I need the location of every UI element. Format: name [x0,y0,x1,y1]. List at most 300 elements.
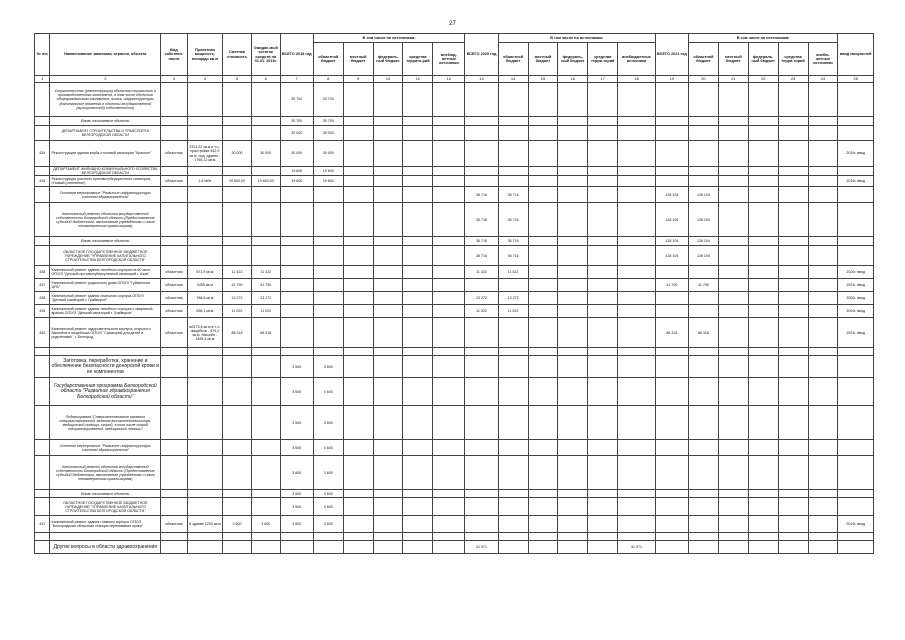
row-number [35,203,50,237]
column-number: 18 [618,76,656,83]
cell-col-5 [223,378,252,406]
cell-col-8 [313,318,343,348]
cell-col-8 [313,305,343,318]
cell-col-25 [838,83,874,117]
cell-col-18 [618,498,656,516]
cell-col-13 [465,167,498,176]
cell-col-9 [343,117,373,126]
cell-col-17 [588,203,618,237]
cell-col-15 [528,167,558,176]
cell-col-9 [343,318,373,348]
cell-col-20: 86 318 [689,318,719,348]
cell-col-11 [403,490,433,498]
cell-col-23 [778,237,808,246]
cell-col-3 [161,498,188,516]
cell-col-11 [403,167,433,176]
cell-col-12 [433,440,465,456]
cell-col-9 [343,456,373,490]
cell-col-15 [528,237,558,246]
cell-col-13 [465,456,498,490]
cell-col-21 [718,292,748,305]
cell-col-11 [403,203,433,237]
cell-col-6 [251,117,280,126]
cell-col-12 [433,533,465,541]
cell-col-3: областная [161,292,188,305]
cell-col-19: 128 104 [655,203,688,237]
cell-col-17 [588,246,618,266]
cell-col-4: 1,6 МВт [187,176,222,187]
cell-col-4 [187,187,222,203]
cell-col-25 [838,246,874,266]
cell-col-10 [373,126,403,141]
cell-col-17 [588,141,618,167]
cell-col-15 [528,356,558,378]
cell-col-24 [808,292,838,305]
cell-col-18 [618,378,656,406]
row-number [35,378,50,406]
row-name: Капитальный ремонт здания лечебного корпуса с квартиной-врачом ОГБУЗ "Детский санаторий г. Грайворон" [50,305,161,318]
cell-col-22 [748,498,778,516]
cell-col-9 [343,356,373,378]
cell-col-10 [373,533,403,541]
cell-col-16 [558,83,588,117]
cell-col-8 [313,533,343,541]
cell-col-16 [558,305,588,318]
cell-col-18 [618,266,656,279]
cell-col-17 [588,305,618,318]
cell-col-14: 11 022 [498,305,528,318]
cell-col-19 [655,356,688,378]
cell-col-6: 11 422 [251,266,280,279]
cell-col-5 [223,203,252,237]
cell-col-20 [689,440,719,456]
cell-col-18 [618,456,656,490]
row-number [35,83,50,117]
cell-col-18 [618,167,656,176]
cell-col-6: 3 600 [251,516,280,533]
cell-col-16 [558,141,588,167]
cell-col-7 [280,187,313,203]
cell-col-7 [280,348,313,356]
header-remaining: Ожидае-мый остаток средств на 01.01. 2019г. [251,34,280,76]
cell-col-7 [280,237,313,246]
header-sub-2019: средства террито-рий [403,43,433,76]
cell-col-5 [223,356,252,378]
cell-col-8: 3 600 [313,440,343,456]
cell-col-14 [498,167,528,176]
cell-col-20 [689,348,719,356]
row-name: ОБЛАСТНОЕ ГОСУДАРСТВЕННОЕ БЮДЖЕТНОЕ УЧРЕЖДЕНИЕ "УПРАВЛЕНИЕ КАПИТАЛЬНОГО СТРОИТЕЛЬСТВА БЕЛГОРОДСКОЙ ОБЛАСТИ" [50,498,161,516]
cell-col-20 [689,305,719,318]
table-row [35,356,874,378]
cell-col-19 [655,167,688,176]
cell-col-16 [558,516,588,533]
cell-col-17 [588,117,618,126]
cell-col-25 [838,126,874,141]
cell-col-14 [498,141,528,167]
cell-col-11 [403,266,433,279]
column-number: 23 [778,76,808,83]
cell-col-24 [808,541,838,554]
cell-col-24 [808,176,838,187]
cell-col-9 [343,440,373,456]
column-number: 1 [35,76,50,83]
cell-col-12 [433,126,465,141]
cell-col-15 [528,279,558,292]
cell-col-18 [618,348,656,356]
header-sub-2021: средства терри-торий [778,43,808,76]
cell-col-7: 3 600 [280,356,313,378]
cell-col-8: 3 600 [313,516,343,533]
cell-col-14 [498,541,528,554]
cell-col-24 [808,356,838,378]
cell-col-13: 11 022 [465,305,498,318]
cell-col-9 [343,516,373,533]
cell-col-3 [161,406,188,440]
cell-col-12 [433,167,465,176]
cell-col-9 [343,292,373,305]
cell-col-10 [373,167,403,176]
cell-col-22 [748,348,778,356]
header-commissioning: ввод мощностей [838,34,874,76]
cell-col-24 [808,141,838,167]
cell-col-12 [433,246,465,266]
cell-col-18 [618,305,656,318]
column-number: 21 [718,76,748,83]
cell-col-4 [187,246,222,266]
cell-col-17 [588,126,618,141]
cell-col-13: 11 422 [465,266,498,279]
cell-col-20 [689,83,719,117]
cell-col-3 [161,533,188,541]
cell-col-14: 36 716 [498,237,528,246]
cell-col-8 [313,237,343,246]
cell-col-25 [838,456,874,490]
cell-col-6 [251,203,280,237]
cell-col-9 [343,541,373,554]
cell-col-14 [498,356,528,378]
cell-col-11 [403,541,433,554]
cell-col-16 [558,406,588,440]
cell-col-23 [778,141,808,167]
cell-col-19 [655,498,688,516]
header-sub-2021: местный бюджет [718,43,748,76]
cell-col-9 [343,176,373,187]
cell-col-13 [465,533,498,541]
cell-col-13: 36 716 [465,246,498,266]
cell-col-23 [778,279,808,292]
cell-col-20: 128 104 [689,237,719,246]
cell-col-4: 2455 кв.м [187,279,222,292]
table-row [35,456,874,490]
table-row [35,541,874,554]
cell-col-15 [528,187,558,203]
cell-col-8 [313,348,343,356]
cell-col-23 [778,456,808,490]
cell-col-20 [689,292,719,305]
cell-col-20 [689,378,719,406]
cell-col-10 [373,318,403,348]
cell-col-12 [433,348,465,356]
cell-col-14 [498,126,528,141]
cell-col-16 [558,117,588,126]
cell-col-13 [465,498,498,516]
cell-col-5: 41 790 [223,279,252,292]
cell-col-22 [748,292,778,305]
cell-col-21 [718,203,748,237]
cell-col-8 [313,279,343,292]
header-name: Наименование заказчика, отрасли, объекта [50,34,161,76]
table-row [35,348,874,356]
cell-col-10 [373,348,403,356]
cell-col-17 [588,516,618,533]
cell-col-11 [403,237,433,246]
cell-col-3 [161,187,188,203]
cell-col-16 [558,126,588,141]
row-number [35,237,50,246]
row-number: 436 [35,266,50,279]
cell-col-7 [280,541,313,554]
cell-col-7: 3 600 [280,516,313,533]
cell-col-10 [373,176,403,187]
cell-col-17 [588,440,618,456]
row-name: Вновь начинаемые объекты [50,490,161,498]
cell-col-4: м2175,6 кв.м в т.ч.: пищеблок - 679,2 кв.м, бассейн - 1495,4 кв.м [187,318,222,348]
cell-col-22 [748,516,778,533]
cell-col-25: 2020г. ввод [838,266,874,279]
cell-col-11 [403,305,433,318]
cell-col-12 [433,318,465,348]
header-total-2021: ВСЕГО 2021 год [655,34,688,76]
cell-col-12 [433,187,465,203]
cell-col-10 [373,246,403,266]
cell-col-13 [465,406,498,440]
cell-col-21 [718,456,748,490]
cell-col-12 [433,356,465,378]
cell-col-21 [718,187,748,203]
cell-col-22 [748,117,778,126]
cell-col-14 [498,490,528,498]
column-number: 25 [838,76,874,83]
table-row [35,141,874,167]
cell-col-10 [373,516,403,533]
row-name: Вновь начинаемые объекты [50,237,161,246]
cell-col-25 [838,378,874,406]
cell-col-13: 31 971 [465,541,498,554]
row-number [35,126,50,141]
cell-col-14 [498,456,528,490]
page-number: 27 [449,21,456,27]
cell-col-15 [528,176,558,187]
header-capacity: Проектная мощность, площадь кв.м [187,34,222,76]
cell-col-25 [838,237,874,246]
cell-col-23 [778,266,808,279]
cell-col-5 [223,187,252,203]
row-name: Строительство (реконструкция) объектов социального и производственного комплексов, в том числе объектов общегражданского назначения, жилья, инфраструктуры (Капитальные вложения в объекты государственной (муниципальной) собственности) [50,83,161,117]
cell-col-3: областная [161,176,188,187]
header-sub-2021: внебю-жетные источники [808,43,838,76]
row-number: 435 [35,176,50,187]
column-number: 19 [655,76,688,83]
cell-col-21 [718,126,748,141]
row-name: ДЕПАРТАМЕНТ СТРОИТЕЛЬСТВА И ТРАНСПОРТА БЕЛГОРОДСКОЙ ОБЛАСТИ [50,126,161,141]
cell-col-17 [588,533,618,541]
cell-col-17 [588,237,618,246]
cell-col-20 [689,498,719,516]
table-row [35,490,874,498]
cell-col-17 [588,279,618,292]
cell-col-13 [465,117,498,126]
cell-col-25 [838,541,874,554]
cell-col-25 [838,203,874,237]
cell-col-23 [778,203,808,237]
row-number [35,356,50,378]
cell-col-11 [403,456,433,490]
table-row [35,83,874,117]
cell-col-21 [718,490,748,498]
cell-col-22 [748,456,778,490]
row-name: Капитальный ремонт здания спального корпуса ОГБУЗ "Детский санаторий г. Грайворон" [50,292,161,305]
cell-col-18 [618,440,656,456]
cell-col-4 [187,406,222,440]
header-total-2019: ВСЕГО 2019 год [280,34,313,76]
cell-col-14 [498,533,528,541]
column-number: 9 [343,76,373,83]
cell-col-7: 19 600 [280,167,313,176]
cell-col-24 [808,117,838,126]
row-number: 437 [35,279,50,292]
cell-col-23 [778,167,808,176]
cell-col-3 [161,246,188,266]
cell-col-14 [498,318,528,348]
cell-col-11 [403,187,433,203]
header-cost: Сметная стоимость [223,34,252,76]
cell-col-10 [373,187,403,203]
cell-col-16 [558,187,588,203]
cell-col-6 [251,378,280,406]
cell-col-5 [223,456,252,490]
cell-col-9 [343,498,373,516]
cell-col-11 [403,126,433,141]
cell-col-19 [655,440,688,456]
cell-col-17 [588,378,618,406]
cell-col-19: 86 318 [655,318,688,348]
cell-col-4 [187,356,222,378]
cell-col-15 [528,456,558,490]
cell-col-6: 11 022 [251,305,280,318]
column-number: 20 [689,76,719,83]
header-sources-2021: В том числе по источникам: [689,34,838,43]
cell-col-23 [778,318,808,348]
cell-col-24 [808,237,838,246]
column-number: 3 [161,76,188,83]
cell-col-10 [373,498,403,516]
cell-col-6 [251,440,280,456]
cell-col-8 [313,246,343,266]
cell-col-11 [403,279,433,292]
cell-col-12 [433,203,465,237]
row-number [35,541,50,554]
cell-col-4 [187,348,222,356]
cell-col-3 [161,117,188,126]
row-name: Капитальный ремонт здания лечебного корпуса на 60 мест ОГБУЗ "Детский противотуберкулезный санаторий г. Азов" [50,266,161,279]
row-name [50,348,161,356]
cell-col-8: 3 600 [313,356,343,378]
cell-col-7: 3 600 [280,490,313,498]
row-name: Основное мероприятие "Развитие инфраструктуры системы здравоохранения" [50,187,161,203]
row-name: ДЕПАРТАМЕНТ ЖИЛИЩНО-КОММУНАЛЬНОГО ХОЗЯЙСТВА БЕЛГОРОДСКОЙ ОБЛАСТИ [50,167,161,176]
cell-col-4: Б здание 1200 кв.м [187,516,222,533]
cell-col-16 [558,356,588,378]
cell-col-12 [433,406,465,440]
cell-col-18 [618,187,656,203]
cell-col-4: 596,1 кв.м [187,305,222,318]
cell-col-5: 86 318 [223,318,252,348]
cell-col-12 [433,83,465,117]
table-row [35,533,874,541]
cell-col-10 [373,406,403,440]
cell-col-24 [808,126,838,141]
cell-col-12 [433,541,465,554]
cell-col-12 [433,456,465,490]
cell-col-7: 30 700 [280,117,313,126]
cell-col-10 [373,490,403,498]
cell-col-10 [373,117,403,126]
cell-col-6 [251,498,280,516]
cell-col-11 [403,176,433,187]
cell-col-21 [718,498,748,516]
row-number [35,456,50,490]
cell-col-16 [558,176,588,187]
cell-col-25 [838,356,874,378]
cell-col-9 [343,305,373,318]
cell-col-3: областная [161,141,188,167]
cell-col-24 [808,246,838,266]
cell-col-18: 31 971 [618,541,656,554]
row-name: Основное мероприятие "Развитие инфраструктуры системы здравоохранения" [50,440,161,456]
cell-col-19 [655,292,688,305]
cell-col-6 [251,348,280,356]
cell-col-14: 36 716 [498,203,528,237]
cell-col-5 [223,237,252,246]
cell-col-15 [528,490,558,498]
cell-col-15 [528,126,558,141]
row-name: Капитальный ремонт объектов государственной собственности Белгородской области (Предоставление субсидий бюджетным, автономным учреждениям и иным некоммерческим организациям) [50,456,161,490]
header-sub-2019: местный бюджет [343,43,373,76]
cell-col-8: 3 600 [313,498,343,516]
cell-col-4: 671,9 кв.м [187,266,222,279]
cell-col-18 [618,83,656,117]
cell-col-25: 2019г. ввод [838,176,874,187]
cell-col-9 [343,279,373,292]
cell-col-6 [251,406,280,440]
cell-col-9 [343,348,373,356]
cell-col-5 [223,167,252,176]
cell-col-10 [373,203,403,237]
header-sub-2020: областной бюджет [498,43,528,76]
cell-col-14 [498,406,528,440]
cell-col-25 [838,440,874,456]
cell-col-15 [528,83,558,117]
cell-col-23 [778,305,808,318]
cell-col-22 [748,406,778,440]
table-row [35,440,874,456]
cell-col-24 [808,440,838,456]
cell-col-13 [465,440,498,456]
cell-col-8: 3 600 [313,456,343,490]
cell-col-22 [748,279,778,292]
cell-col-20 [689,516,719,533]
